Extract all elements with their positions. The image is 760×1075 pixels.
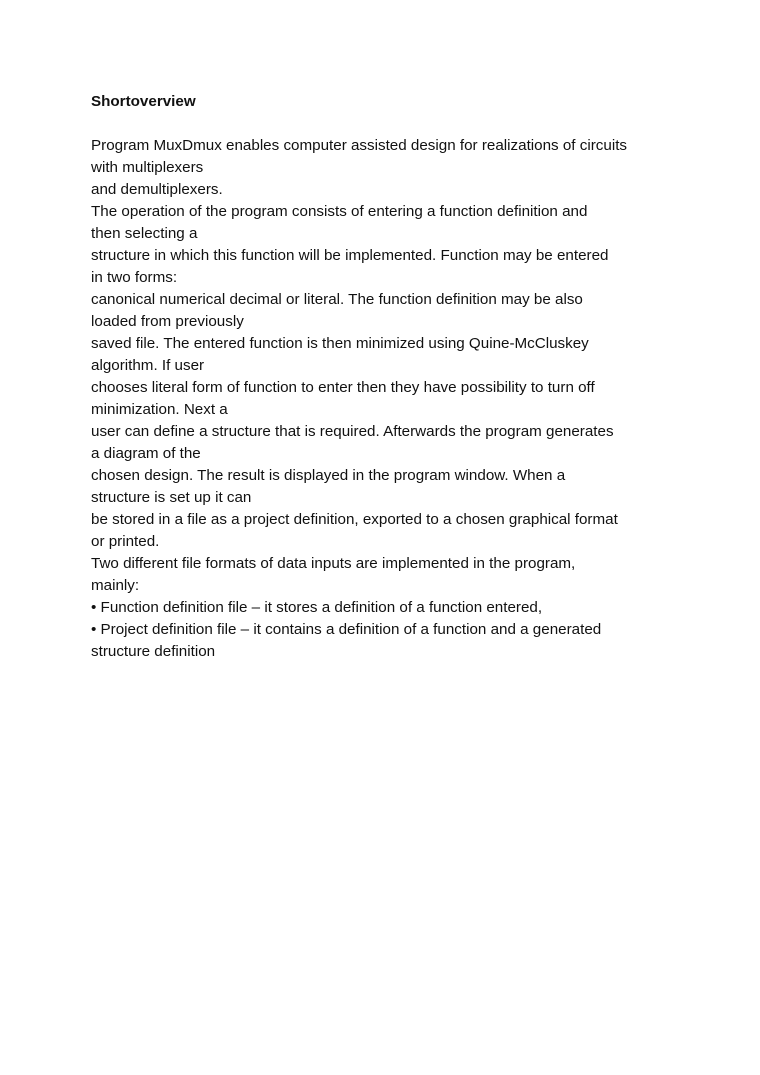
document-body xyxy=(91,91,691,663)
text-line: mainly: xyxy=(91,577,140,594)
bullet-item: • Project definition file – it contains a definition of a function and a generated xyxy=(91,621,602,638)
text-line: algorithm. If user xyxy=(91,357,205,374)
text-line: then selecting a xyxy=(91,225,198,242)
bullet-item: • Function definition file – it stores a definition of a function entered, xyxy=(91,599,543,616)
text-line: The operation of the program consists of entering a function definition and xyxy=(91,203,588,220)
text-line: chooses literal form of function to enter then they have possibility to turn off xyxy=(91,379,595,396)
text-line: be stored in a file as a project definition, exported to a chosen graphical format xyxy=(91,511,618,528)
text-line: in two forms: xyxy=(91,269,178,286)
text-line: loaded from previously xyxy=(91,313,244,330)
text-line: Program MuxDmux enables computer assisted design for realizations of circuits xyxy=(91,137,628,154)
text-line: structure in which this function will be implemented. Function may be entered xyxy=(91,247,609,264)
text-line: a diagram of the xyxy=(91,445,201,462)
text-line: saved file. The entered function is then minimized using Quine-McCluskey xyxy=(91,335,589,352)
paragraph xyxy=(91,135,691,663)
text-line: structure is set up it can xyxy=(91,489,252,506)
text-line: with multiplexers xyxy=(91,159,204,176)
text-line: chosen design. The result is displayed in the program window. When a xyxy=(91,467,566,484)
text-line: structure definition xyxy=(91,643,216,660)
text-line: minimization. Next a xyxy=(91,401,228,418)
text-line: canonical numerical decimal or literal. The function definition may be also xyxy=(91,291,583,308)
text-line: Two different file formats of data inputs are implemented in the program, xyxy=(91,555,576,572)
text-line: or printed. xyxy=(91,533,160,550)
text-line: user can define a structure that is required. Afterwards the program generates xyxy=(91,423,614,440)
text-line: and demultiplexers. xyxy=(91,181,223,198)
section-heading: Shortoverview xyxy=(91,93,196,110)
